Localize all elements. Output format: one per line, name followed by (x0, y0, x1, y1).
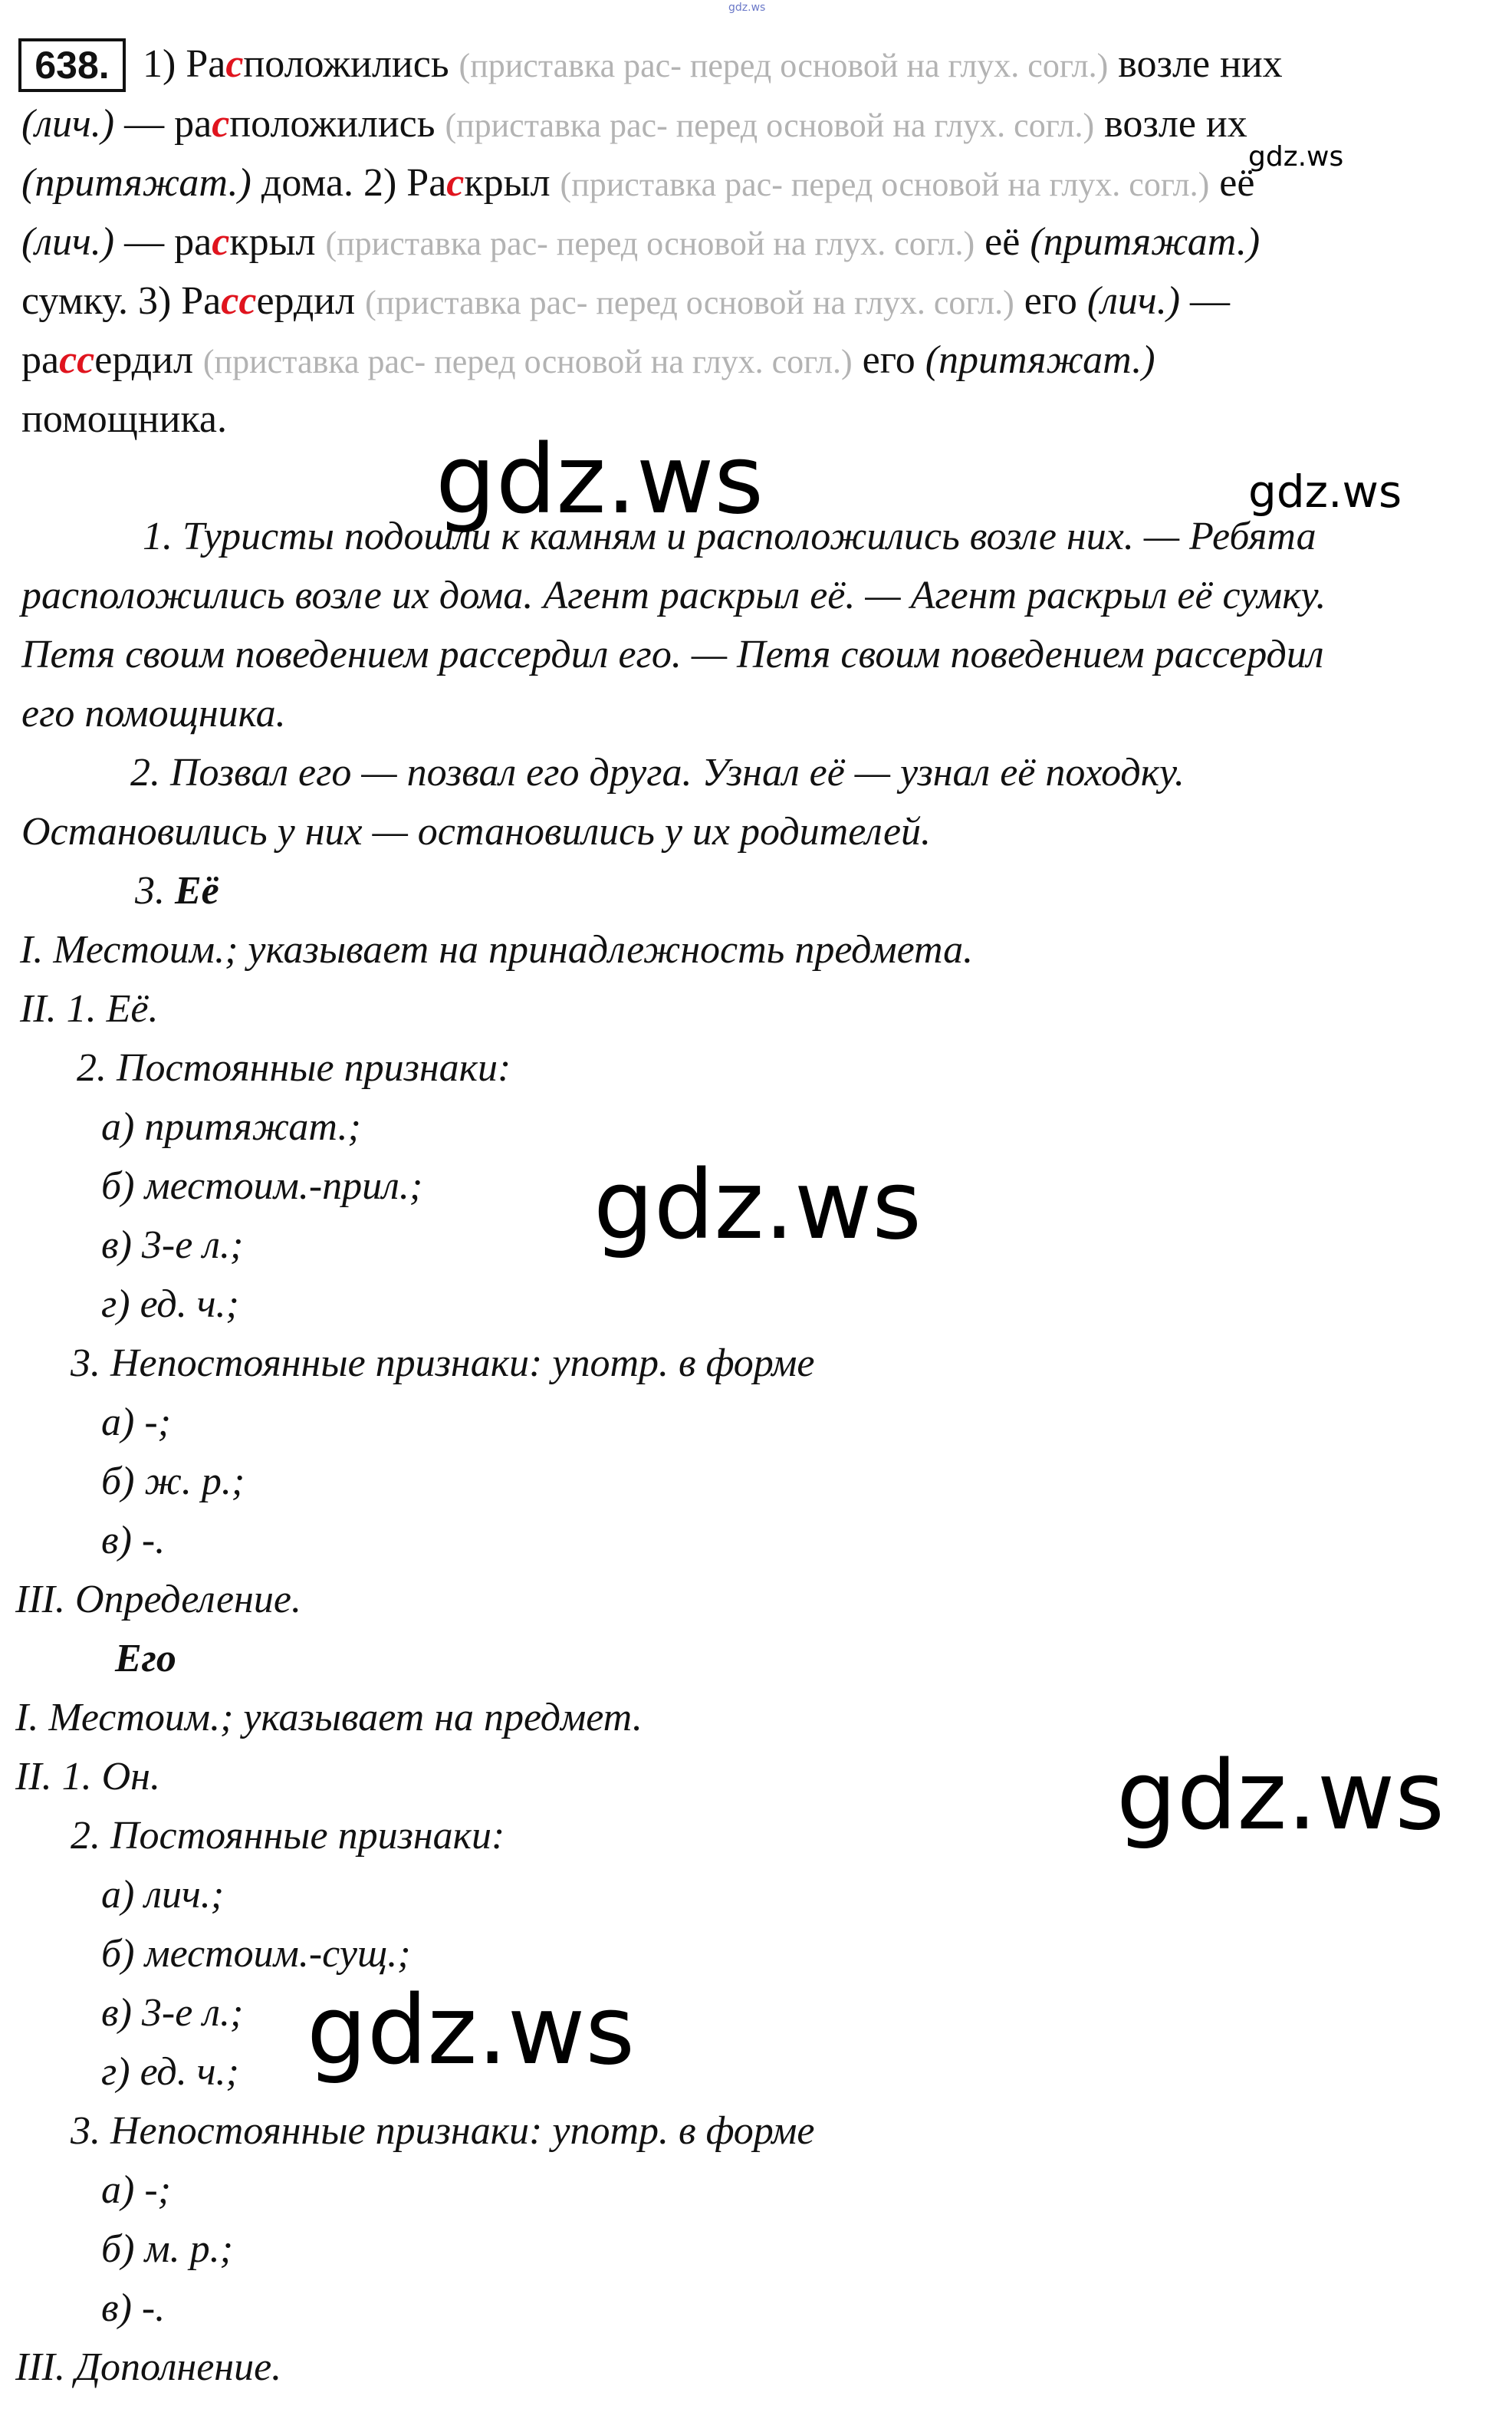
annotation: (лич.) (1086, 279, 1181, 323)
analysis-2-line: б) местоим.-сущ.; (101, 1932, 411, 1976)
analysis-1-line: I. Местоим.; указывает на принадлежность предмета. (20, 928, 974, 972)
text: крыл (229, 220, 316, 264)
analysis-2-line: в) 3-е л.; (101, 1991, 244, 2035)
highlight-letter: сс (59, 338, 95, 382)
p1-line-7: помощника. (21, 397, 227, 441)
analysis-2-title: Его (115, 1637, 176, 1680)
highlight-letter: сс (221, 279, 257, 323)
watermark-large: gdz.ws (436, 425, 764, 535)
annotation: (притяжат.) (1030, 220, 1261, 264)
text: ердил (256, 279, 356, 323)
annotation: (лич.) (21, 102, 115, 146)
exercise-number-badge: 638. (18, 38, 126, 92)
grammar-note: (приставка рас- перед основой на глух. согл.) (445, 107, 1095, 144)
text: 3. (135, 869, 165, 913)
annotation: (притяжат.) (925, 338, 1155, 382)
text: — ра (124, 220, 212, 264)
analysis-2-line: в) -. (101, 2286, 166, 2330)
analysis-1-line: б) местоим.-прил.; (101, 1164, 423, 1208)
text: её (1219, 161, 1255, 205)
grammar-note: (приставка рас- перед основой на глух. согл.) (202, 343, 853, 380)
analysis-word: Её (175, 869, 219, 913)
analysis-1-line: а) -; (101, 1400, 171, 1444)
watermark-large: gdz.ws (307, 1976, 635, 2086)
watermark-small: gdz.ws (1248, 141, 1344, 173)
p1-line-2 (21, 100, 1247, 150)
annotation: (лич.) (21, 220, 115, 264)
example-line-4: его помощника. (21, 692, 286, 736)
text: возле них (1118, 42, 1283, 86)
analysis-2-line: II. 1. Он. (15, 1755, 160, 1799)
highlight-letter: с (212, 220, 230, 264)
example-line-3: Петя своим поведением рассердил его. — Петя своим поведением рассердил (21, 633, 1324, 676)
analysis-2-line: III. Дополнение. (15, 2345, 282, 2389)
text: — ра (124, 102, 212, 146)
analysis-2-line: а) -; (101, 2168, 171, 2212)
highlight-letter: с (225, 42, 244, 86)
p1-line-3 (21, 159, 1254, 209)
text: его (1024, 279, 1077, 323)
analysis-1-line: в) 3-е л.; (101, 1223, 244, 1267)
text: дома. 2) Ра (261, 161, 447, 205)
analysis-1-line: II. 1. Её. (20, 987, 159, 1031)
example-line-1: 1. Туристы подошли к камням и расположились возле них. — Ребята (143, 515, 1316, 558)
example-line-2: расположились возле их дома. Агент раскрыл её. — Агент раскрыл её сумку. (21, 574, 1326, 617)
text: крыл (464, 161, 551, 205)
grammar-note: (приставка рас- перед основой на глух. согл.) (365, 284, 1014, 321)
grammar-note: (приставка рас- перед основой на глух. согл.) (459, 47, 1109, 84)
grammar-note: (приставка рас- перед основой на глух. согл.) (560, 166, 1210, 203)
analysis-1-line: 3. Непостоянные признаки: употр. в форме (71, 1341, 815, 1385)
analysis-1-line: 2. Постоянные признаки: (77, 1046, 511, 1090)
analysis-1-line: в) -. (101, 1519, 166, 1562)
text: положились (243, 42, 449, 86)
analysis-2-line: г) ед. ч.; (101, 2050, 239, 2094)
analysis-1-title (135, 867, 219, 916)
text: — (1190, 279, 1231, 323)
example-line-6: Остановились у них — остановились у их родителей. (21, 810, 932, 854)
p1-line-6 (21, 336, 1155, 387)
watermark-large: gdz.ws (1116, 1741, 1445, 1851)
grammar-note: (приставка рас- перед основой на глух. согл.) (325, 225, 975, 262)
analysis-1-line: г) ед. ч.; (101, 1282, 239, 1326)
p1-line-1 (143, 40, 1283, 91)
example-line-5: 2. Позвал его — позвал его друга. Узнал её — узнал её походку. (130, 751, 1185, 795)
analysis-2-line: а) лич.; (101, 1873, 225, 1917)
analysis-2-line: 3. Непостоянные признаки: употр. в форме (71, 2109, 815, 2153)
text: её (984, 220, 1021, 264)
watermark-tiny: gdz.ws (728, 2, 766, 14)
analysis-2-line: 2. Постоянные признаки: (71, 1814, 505, 1858)
analysis-1-line: а) притяжат.; (101, 1105, 361, 1149)
text: его (862, 338, 915, 382)
highlight-letter: с (212, 102, 230, 146)
text: сумку. 3) Ра (21, 279, 222, 323)
analysis-1-line: III. Определение. (15, 1578, 301, 1621)
text: ердил (94, 338, 193, 382)
analysis-2-line: I. Местоим.; указывает на предмет. (15, 1696, 643, 1739)
text: положились (229, 102, 436, 146)
watermark-large: gdz.ws (593, 1150, 922, 1261)
analysis-1-line: б) ж. р.; (101, 1460, 245, 1503)
text: 1) Ра (143, 42, 226, 86)
text: ра (21, 338, 60, 382)
analysis-2-line: б) м. р.; (101, 2227, 233, 2271)
highlight-letter: с (446, 161, 465, 205)
text: возле их (1104, 102, 1247, 146)
p1-line-5 (21, 277, 1230, 327)
annotation: (притяжат.) (21, 161, 251, 205)
p1-line-4 (21, 218, 1260, 268)
watermark-medium: gdz.ws (1248, 466, 1402, 518)
